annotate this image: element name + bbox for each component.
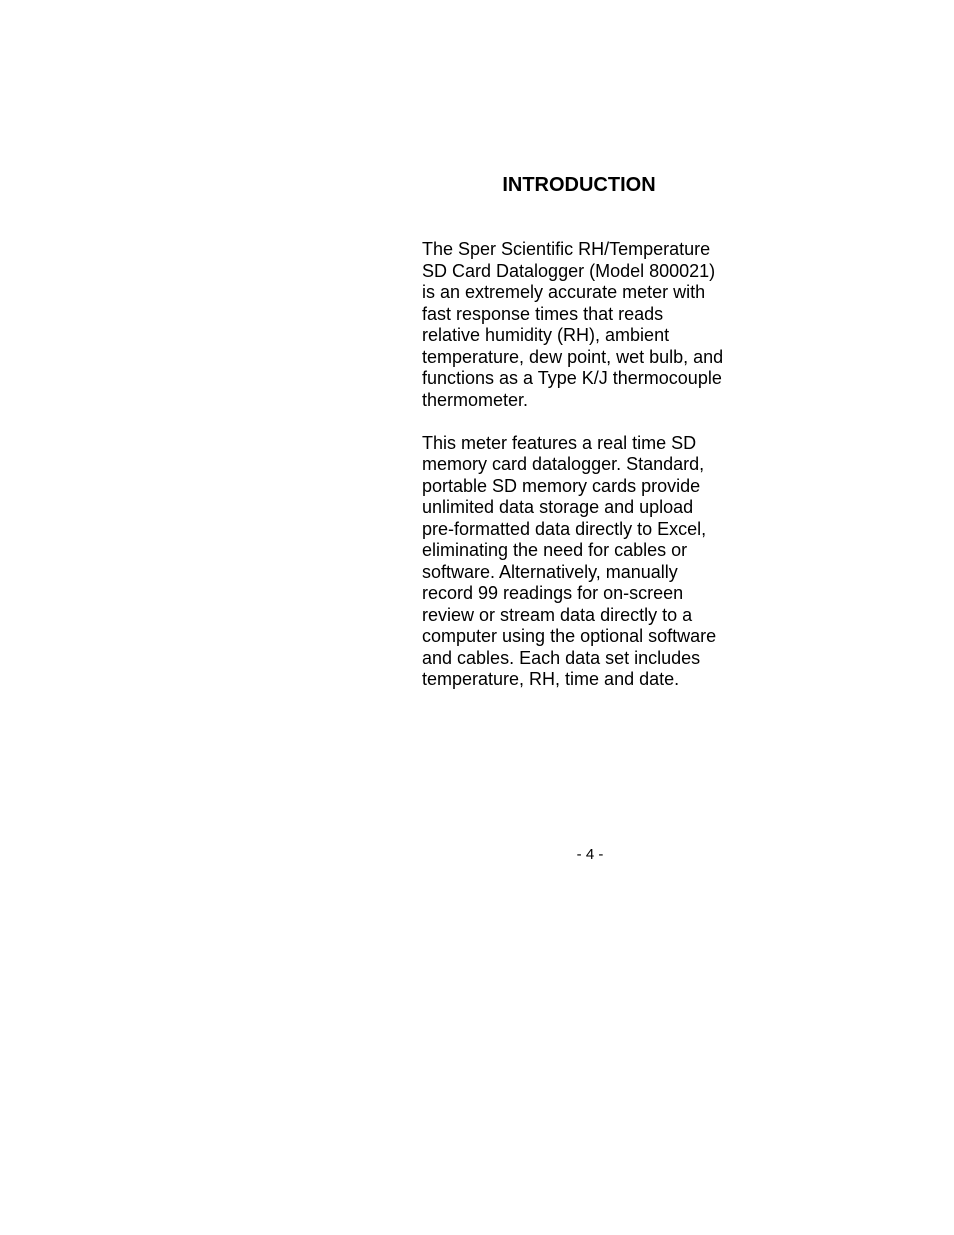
text-line: record 99 readings for on-screen (422, 583, 684, 603)
text-line: software. Alternatively, manually (422, 561, 678, 582)
text-line: review or stream data directly to a (422, 604, 693, 625)
text-line: portable SD memory cards provide (422, 475, 701, 496)
text-line: SD Card Datalogger (Model 800021) (422, 260, 716, 281)
text-line: eliminating the need for cables or (422, 540, 688, 560)
section-heading: INTRODUCTION (502, 174, 656, 196)
text-line: pre-formatted data directly to Excel, (422, 518, 707, 539)
page-number: - 4 - (576, 846, 604, 863)
paragraph-2 (422, 433, 752, 691)
paragraph-1 (422, 239, 752, 411)
text-line: computer using the optional software (422, 626, 717, 646)
text-line: temperature, dew point, wet bulb, and (422, 346, 724, 367)
text-line: thermometer. (422, 389, 529, 410)
text-line: is an extremely accurate meter with (422, 282, 706, 302)
text-line: This meter features a real time SD (422, 432, 697, 453)
text-line: The Sper Scientific RH/Temperature (422, 239, 711, 259)
text-line: and cables. Each data set includes (422, 647, 701, 668)
text-line: functions as a Type K/J thermocouple (422, 368, 722, 388)
text-line: memory card datalogger. Standard, (422, 454, 705, 474)
text-line: unlimited data storage and upload (422, 497, 694, 517)
text-line: fast response times that reads (422, 303, 664, 324)
text-line: temperature, RH, time and date. (422, 669, 680, 689)
body-text (422, 239, 752, 691)
text-line: relative humidity (RH), ambient (422, 325, 670, 345)
